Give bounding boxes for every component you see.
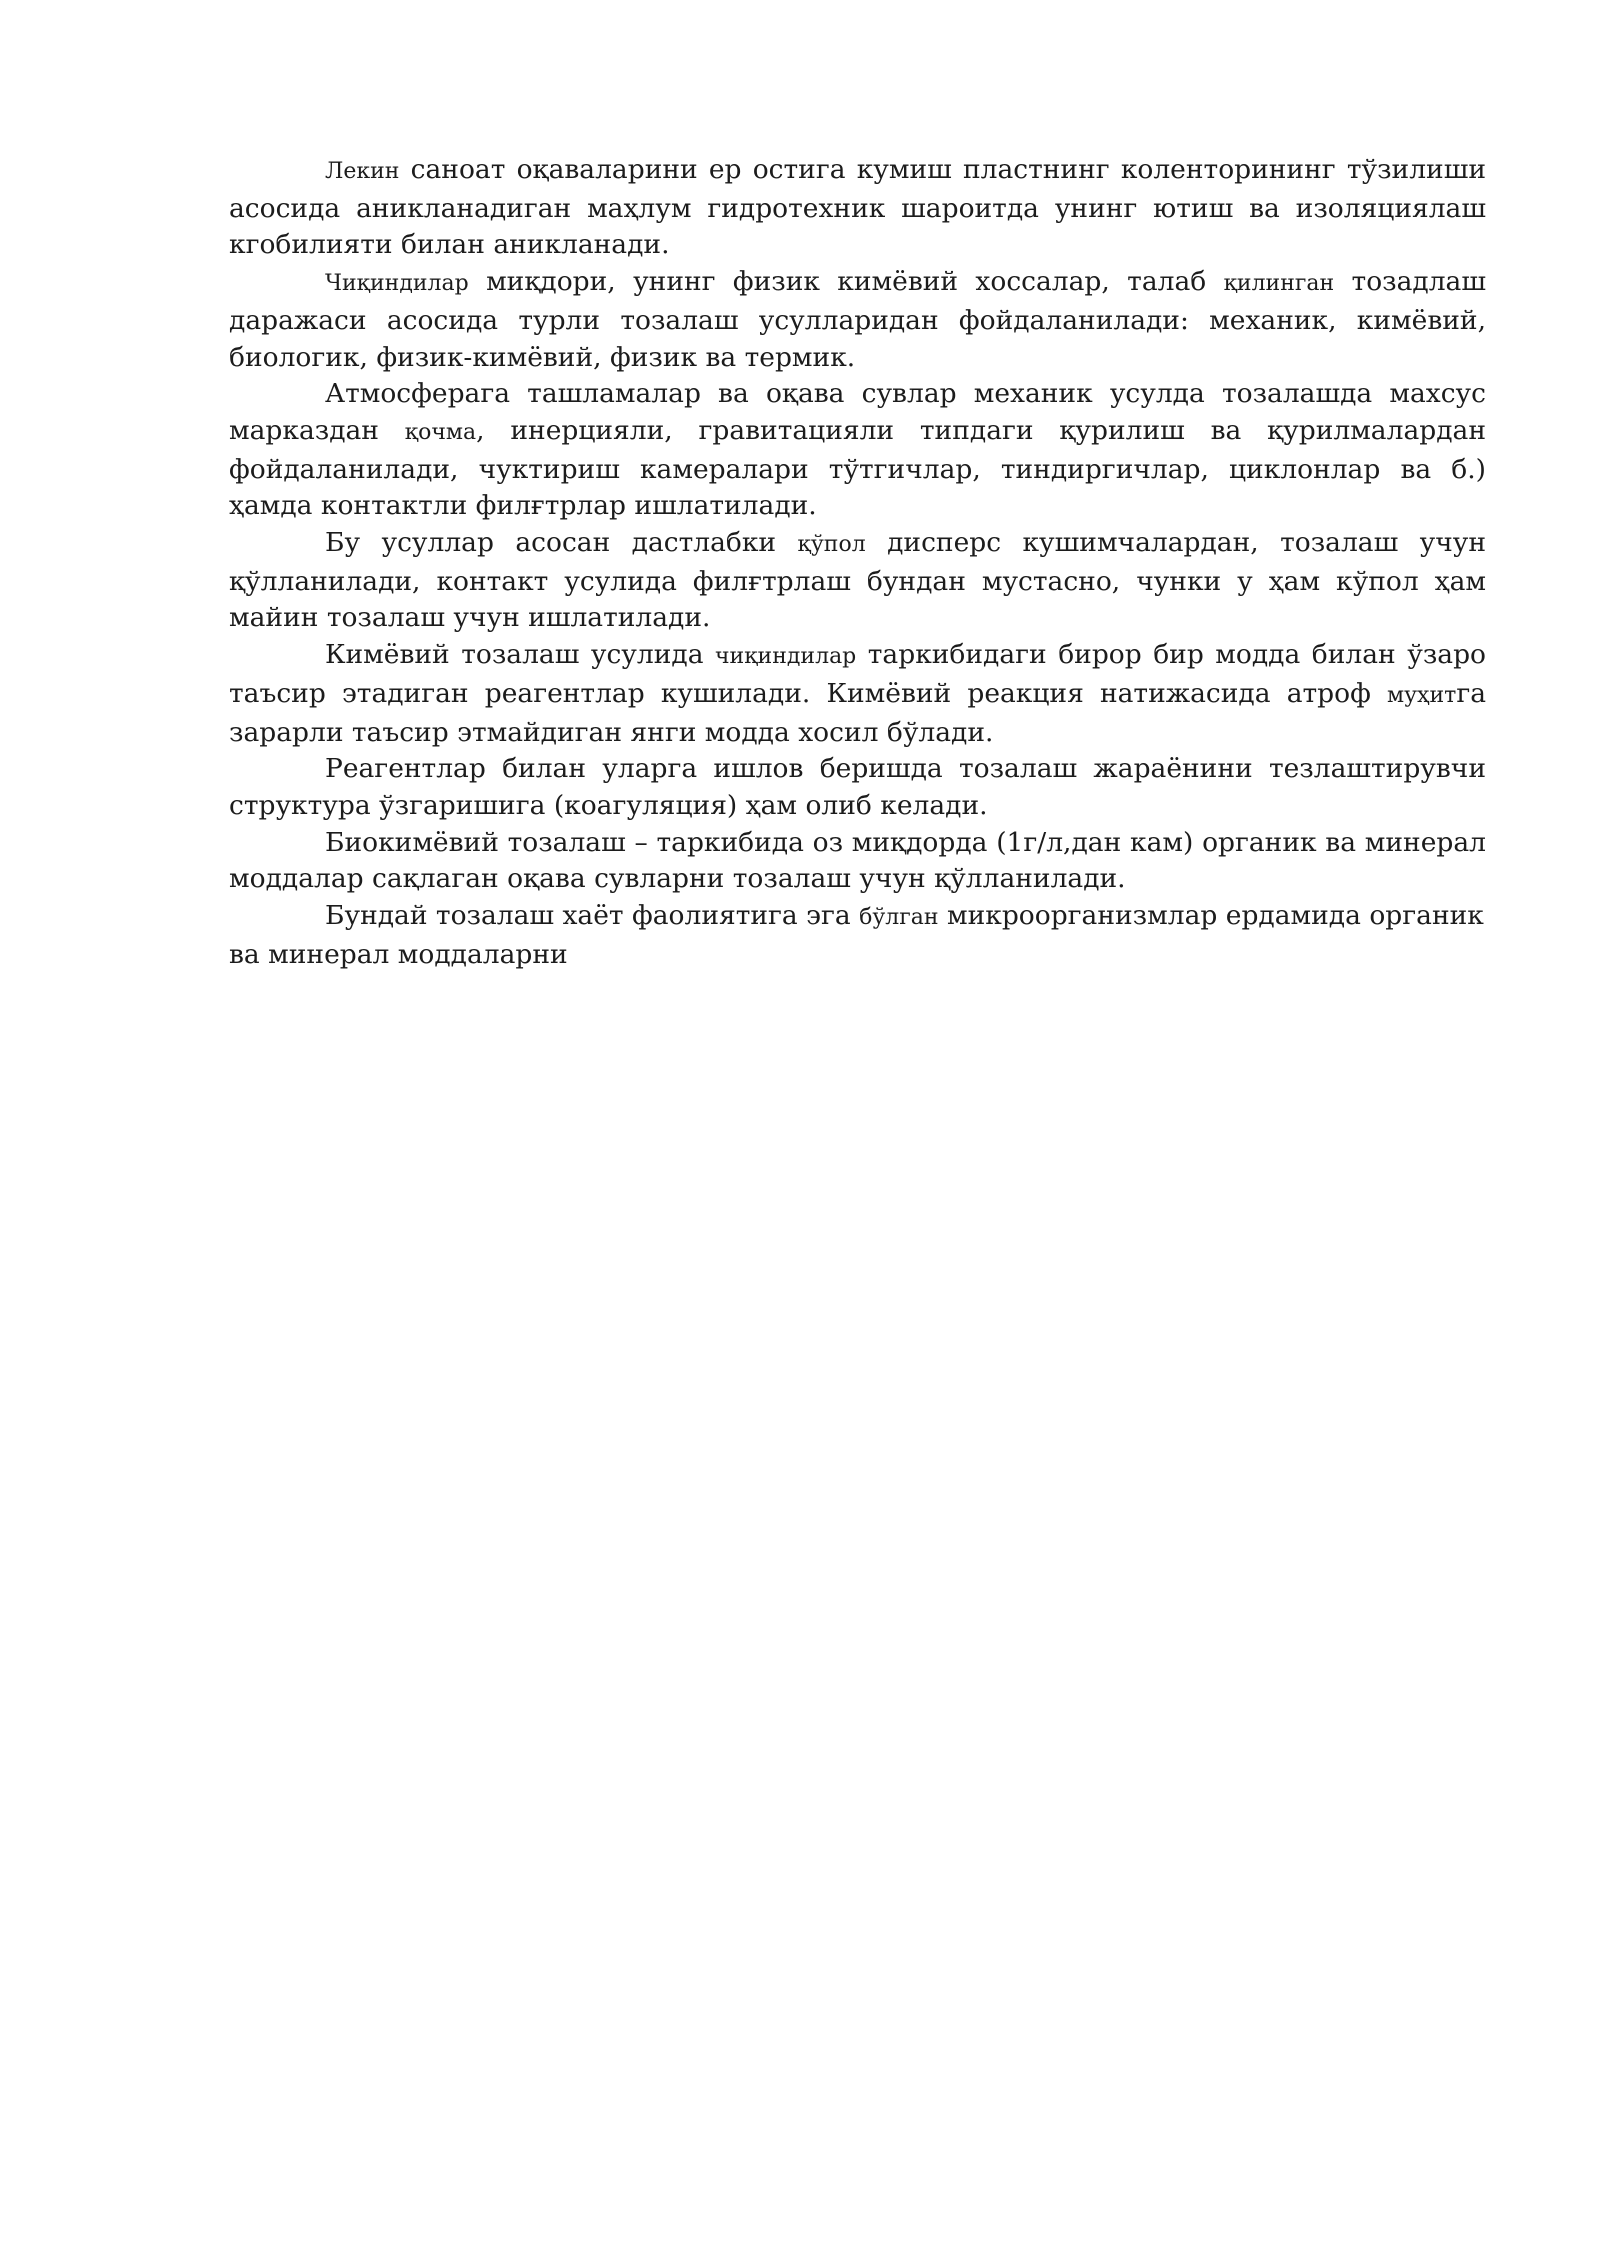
paragraph-7 xyxy=(229,825,1486,898)
paragraph-text: қилинган xyxy=(1223,271,1335,297)
paragraph-text: Атмосферага ташламалар ва оқава сувлар механик усулда тозалашда махсус марказдан xyxy=(229,378,1486,446)
paragraph-4 xyxy=(229,525,1486,637)
paragraph-text: дисперс кушимчалардан, тозалаш учун қўлланилади, контакт усулида филғтрлаш бундан мустасно, чунки у ҳам кўпол ҳам майин тозалаш учун ишлатилади. xyxy=(229,527,1487,634)
paragraph-text: Лекин xyxy=(325,159,400,184)
paragraph-3 xyxy=(229,376,1486,525)
paragraph-text: бўлган xyxy=(859,905,939,931)
paragraph-text: га зарарли таъсир этмайдиган янги модда хосил бўлади. xyxy=(229,677,1486,748)
paragraph-text: саноат оқаваларини ер остига кумиш пластнинг колентоpининг тўзилиши асосида аникланадиган маҳлум гидротехник шароитда унинг ютиш ва изоляциялаш кгобилияти билан аникланади. xyxy=(229,154,1486,261)
paragraph-text: Биокимёвий тозалаш – таркибида оз миқдорда (1г/л,дан кам) органик ва минерал моддалар сақлаган оқава сувларни тозалаш учун қўлланилади. xyxy=(229,826,1486,895)
paragraph-text: Бу усуллар асосан дастлабки xyxy=(325,527,798,559)
paragraph-text: чиқиндилар xyxy=(715,644,857,670)
paragraph-text: қочма xyxy=(404,419,477,445)
paragraph-text: Реагентлар билан уларга ишлов беришда тозалаш жараёнини тезлаштирувчи структура ўзгаришига (коагуляция) ҳам олиб келади. xyxy=(229,753,1486,821)
paragraph-6 xyxy=(229,751,1486,824)
paragraph-text: , инерцияли, гравитацияли типдаги қурилиш ва қурилмалардан фойдаланилади, чуктириш камералари тўтгичлар, тиндиргичлар, циклонлар ва б.) ҳамда контактли филғтрлар ишлатилади. xyxy=(229,414,1486,522)
paragraph-text: қўпол xyxy=(797,532,866,558)
paragraph-text: миқдори, унинг физик кимёвий хоссалар, талаб xyxy=(468,266,1224,298)
document-body xyxy=(229,152,1486,973)
paragraph-text: Кимёвий тозалаш усулида xyxy=(325,639,716,671)
paragraph-2 xyxy=(229,264,1486,376)
paragraph-8 xyxy=(229,898,1486,973)
paragraph-text: микроорганизмлар ердамида органик ва минерал моддаларни xyxy=(229,900,1484,970)
paragraph-5 xyxy=(229,637,1486,751)
paragraph-text: таркибидаги бирор бир модда билан ўзаро таъсир этадиган реагентлар кушилади. Кимёвий реакция натижасида атроф xyxy=(229,639,1486,709)
paragraph-text: Чиқиндилар xyxy=(325,271,469,297)
paragraph-text: муҳит xyxy=(1387,682,1457,708)
paragraph-text: Бундай тозалаш хаёт фаолиятига эга xyxy=(325,900,860,932)
paragraph-text: тозадлаш даражаси асосида турли тозалаш усулларидан фойдаланилади: механик, кимёвий, биологик, физик-кимёвий, физик ва термик. xyxy=(229,266,1486,373)
paragraph-1 xyxy=(229,152,1486,264)
